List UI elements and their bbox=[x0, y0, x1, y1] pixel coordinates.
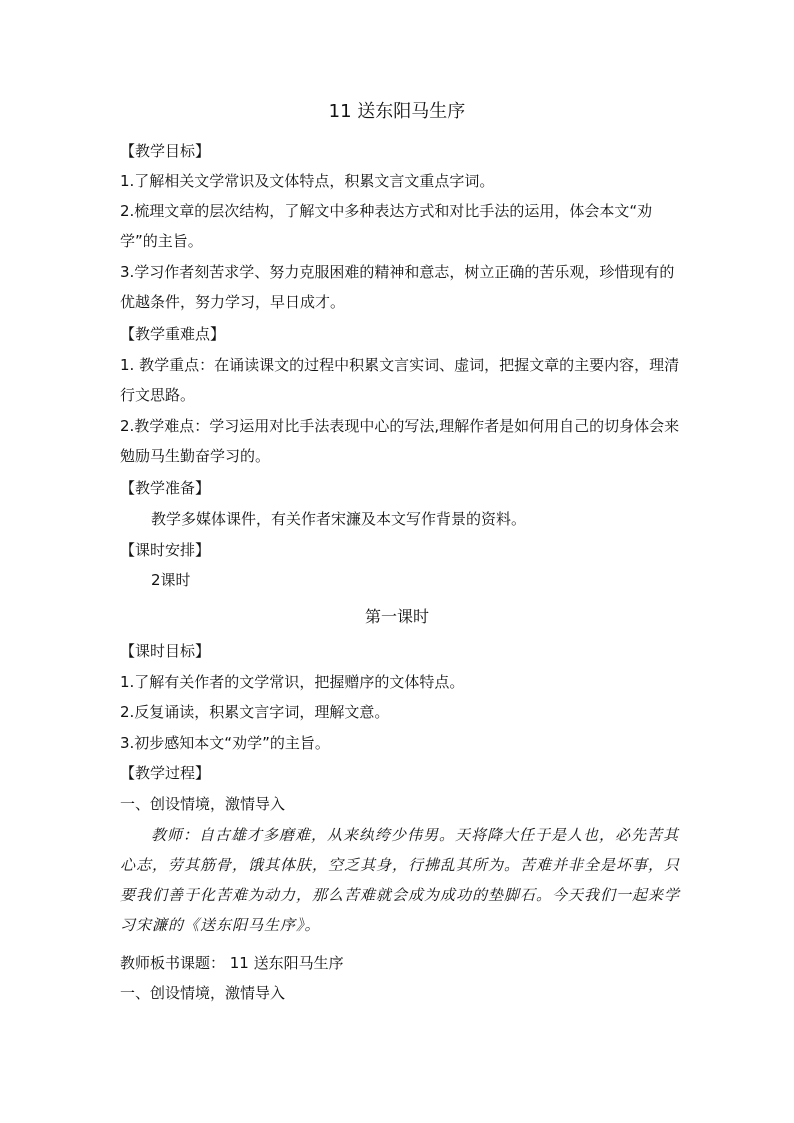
section-heading-teaching-goals: 【教学目标】 bbox=[120, 142, 211, 160]
section-heading-key-points: 【教学重难点】 bbox=[120, 325, 226, 343]
preparation-text: 教学多媒体课件，有关作者宋濂及本文写作背景的资料。 bbox=[151, 510, 527, 528]
key-point-1: 1. 教学重点：在诵读课文的过程中积累文言实词、虚词，把握文章的主要内容，理清行文思路。 bbox=[120, 356, 680, 404]
schedule-hours: 2课时 bbox=[151, 571, 191, 589]
section-heading-process: 【教学过程】 bbox=[120, 764, 211, 782]
document-title: 11 送东阳马生序 bbox=[328, 101, 466, 122]
goal-item-1: 1.了解相关文学常识及文体特点，积累文言文重点字词。 bbox=[120, 172, 495, 190]
lesson-heading: 第一课时 bbox=[364, 607, 429, 626]
process-step-1-repeat: 一、创设情境，激情导入 bbox=[120, 984, 286, 1002]
process-step-1: 一、创设情境，激情导入 bbox=[120, 795, 286, 813]
lesson-goal-2: 2.反复诵读，积累文言字词，理解文意。 bbox=[120, 703, 390, 721]
teacher-intro-paragraph: 教师：自古雄才多磨难，从来纨绔少伟男。天将降大任于是人也，必先苦其心志，劳其筋骨，饿其体肤，空乏其身，行拂乱其所为。苦难并非全是坏事，只要我们善于化苦难为动力，那么苦难就会成为成功的垫脚石。今天我们一起来学习宋濂的《送东阳马生序》。 bbox=[120, 826, 681, 934]
section-heading-preparation: 【教学准备】 bbox=[120, 479, 211, 497]
board-title-line: 教师板书课题： 11 送东阳马生序 bbox=[120, 954, 344, 972]
section-heading-lesson-goals: 【课时目标】 bbox=[120, 642, 211, 660]
section-heading-schedule: 【课时安排】 bbox=[120, 541, 211, 559]
goal-item-2: 2.梳理文章的层次结构，了解文中多种表达方式和对比手法的运用，体会本文“劝学”的主旨。 bbox=[120, 202, 653, 250]
goal-item-3: 3.学习作者刻苦求学、努力克服困难的精神和意志，树立正确的苦乐观，珍惜现有的优越条件，努力学习，早日成才。 bbox=[120, 263, 675, 311]
key-point-2: 2.教学难点：学习运用对比手法表现中心的写法,理解作者是如何用自己的切身体会来勉励马生勤奋学习的。 bbox=[120, 417, 680, 465]
lesson-goal-3: 3.初步感知本文“劝学”的主旨。 bbox=[120, 734, 330, 752]
lesson-goal-1: 1.了解有关作者的文学常识，把握赠序的文体特点。 bbox=[120, 673, 465, 691]
